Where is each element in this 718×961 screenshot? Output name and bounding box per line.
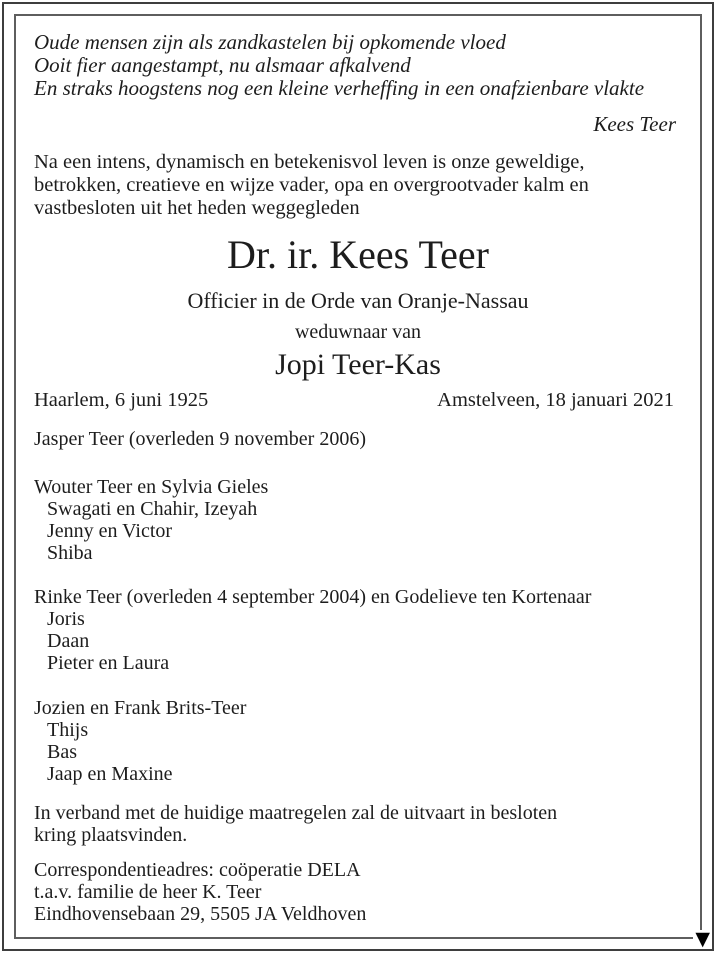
funeral-notice-line: In verband met de huidige maatregelen zal de uitvaart in besloten <box>34 802 558 824</box>
family-member-name: Bas <box>47 741 77 763</box>
intro-line: Na een intens, dynamisch en betekenisvol leven is onze geweldige, <box>34 151 585 173</box>
poem-line: En straks hoogstens nog een kleine verheffing in een onafzienbare vlakte <box>34 76 645 100</box>
family-group <box>34 428 682 450</box>
announcement-intro <box>34 151 682 220</box>
family-member-name: Thijs <box>47 719 89 741</box>
correspondence-line: Eindhovensebaan 29, 5505 JA Veldhoven <box>34 903 367 925</box>
family-member-name: Pieter en Laura <box>47 652 170 674</box>
obituary-card <box>14 14 702 939</box>
correspondence-line: t.a.v. familie de heer K. Teer <box>34 881 262 903</box>
family-member-name: Shiba <box>47 542 93 564</box>
poem-line: Ooit fier aangestampt, nu alsmaar afkalvend <box>34 53 411 77</box>
poem <box>34 31 682 100</box>
family-member-name: Jaap en Maxine <box>47 763 173 785</box>
scroll-down-icon[interactable]: ▼ <box>695 928 710 950</box>
correspondence-line: Correspondentieadres: coöperatie DELA <box>34 859 361 881</box>
deceased-name: Dr. ir. Kees Teer <box>227 232 489 277</box>
family-member-name: Joris <box>47 608 85 630</box>
relation-label: weduwnaar van <box>294 321 422 343</box>
poem-attribution: Kees Teer <box>593 112 676 136</box>
death-place-date: Amstelveen, 18 januari 2021 <box>437 389 674 411</box>
correspondence-address <box>34 859 682 925</box>
family-member-name: Jozien en Frank Brits-Teer <box>34 697 247 719</box>
honors-title: Officier in de Orde van Oranje-Nassau <box>187 288 529 313</box>
family-group <box>34 697 682 785</box>
family-member-name: Swagati en Chahir, Izeyah <box>47 498 258 520</box>
intro-line: betrokken, creatieve en wijze vader, opa en overgrootvader kalm en <box>34 174 589 196</box>
family-section <box>34 428 682 785</box>
family-member-name: Rinke Teer (overleden 4 september 2004) en Godelieve ten Kortenaar <box>34 586 592 608</box>
family-group <box>34 476 682 564</box>
birth-place-date: Haarlem, 6 juni 1925 <box>34 389 209 411</box>
family-member-name: Wouter Teer en Sylvia Gieles <box>34 476 269 498</box>
family-member-name: Daan <box>47 630 90 652</box>
intro-line: vastbesloten uit het heden weggegleden <box>34 197 360 219</box>
spouse-name: Jopi Teer-Kas <box>275 348 441 381</box>
document-outer-frame <box>2 2 714 951</box>
poem-line: Oude mensen zijn als zandkastelen bij opkomende vloed <box>34 30 506 54</box>
funeral-notice <box>34 802 682 846</box>
life-dates <box>34 388 682 412</box>
family-group <box>34 586 682 674</box>
family-member-name: Jasper Teer (overleden 9 november 2006) <box>34 428 366 450</box>
family-member-name: Jenny en Victor <box>47 520 173 542</box>
funeral-notice-line: kring plaatsvinden. <box>34 824 188 846</box>
